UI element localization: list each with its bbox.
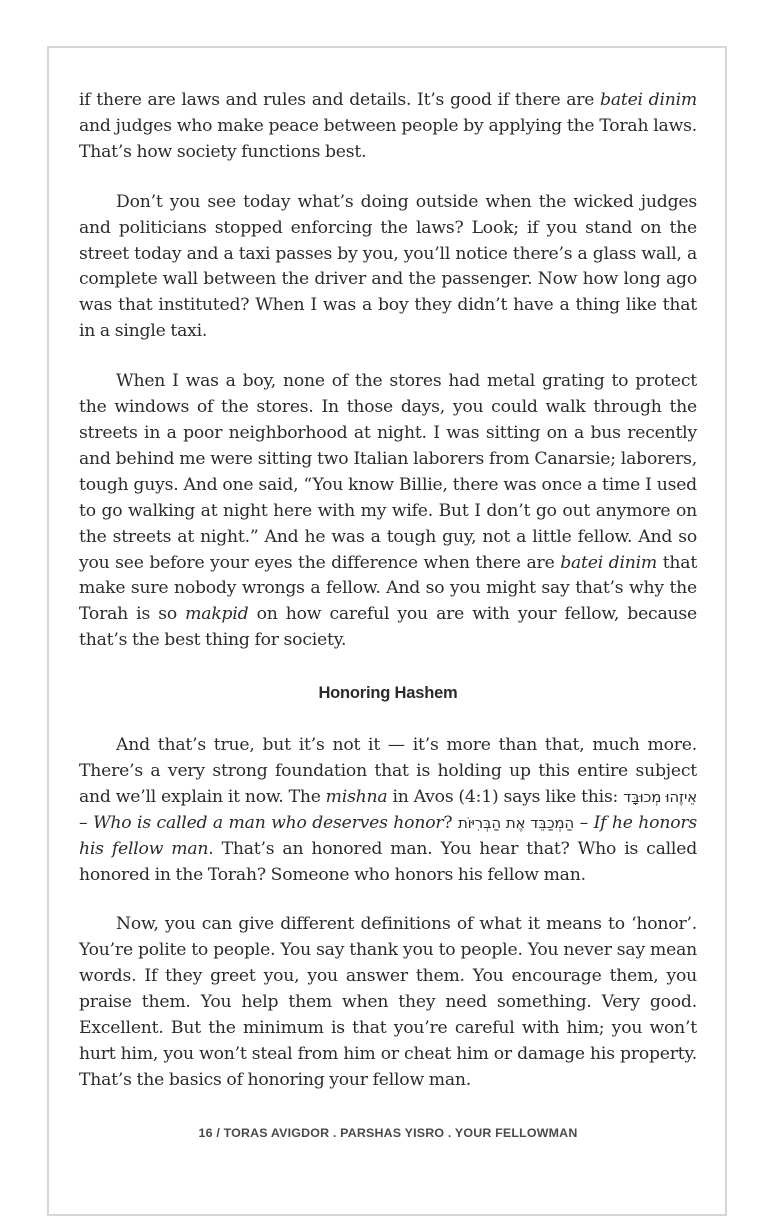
text-run: When I was a boy, none of the stores had metal grating to protect the windows of the stores. In those days, you could walk through the streets in a poor neighborhood at night. I was sitting on a bus recently and behind me were sitting two Italian laborers from Canarsie; laborers, tough guys. And one said, “You know Billie, there was once a time I used to go walking at night here with my wife. But I don’t go out anymore on the streets at night.” And he was a tough guy, not a little fellow. And so you see before your eyes the difference when there are <box>79 371 697 573</box>
body-text-lower <box>79 733 697 1094</box>
italic-text: If he honors his fellow man <box>79 812 697 859</box>
hebrew-quote: הַמְכַבֵּד אֶת הַבְּרִיּוֹת <box>457 813 575 832</box>
text-run: And that’s true, but it’s not it — it’s more than that, much more. There’s a very strong foundation that is holding up this entire subject and we’ll explain it now. The <box>79 735 697 807</box>
text-run: ? <box>443 812 458 833</box>
italic-text: batei dinim <box>600 90 698 110</box>
text-run: – <box>574 812 594 833</box>
text-run: Don’t you see today what’s doing outside when the wicked judges and politicians stopped enforcing the laws? Look; if you stand on the street today and a taxi passes by you, you’ll notice there’s a glass wall, a complete wall between the driver and the passenger. Now how long ago was that instituted? When I was a boy they didn’t have a thing like that in a single taxi. <box>79 191 697 342</box>
section-heading: Honoring Hashem <box>318 684 458 702</box>
text-run: – <box>79 812 93 833</box>
text-run: if there are laws and rules and details. It’s good if there are <box>79 90 601 110</box>
hebrew-quote: אֵיזֶהוּ מְכוּבָּד <box>623 787 697 806</box>
italic-text: Who is called a man who deserves honor <box>92 812 444 833</box>
text-run: . That’s an honored man. You hear that? Who is called honored in the Torah? Someone who honors his fellow man. <box>79 838 697 885</box>
paragraph <box>79 88 697 166</box>
text-run: Now, you can give different definitions of what it means to ‘honor’. You’re polite to people. You say thank you to people. You never say mean words. If they greet you, you answer them. You encourage them, you praise them. You help them when they need something. Very good. Excellent. But the minimum is that you’re careful with him; you won’t hurt him, you won’t steal from him or cheat him or damage his property. That’s the basics of honoring your fellow man. <box>79 914 697 1090</box>
italic-text: batei dinim <box>560 552 658 573</box>
page-footer: 16 / TORAS AVIGDOR . PARSHAS YISRO . YOUR FELLOWMAN <box>198 1126 578 1140</box>
text-run: and judges who make peace between people by applying the Torah laws. That’s how society functions best. <box>79 115 697 162</box>
text-run: in Avos (4:1) says like this: <box>387 786 624 807</box>
paragraph <box>79 912 697 1093</box>
italic-text: makpid <box>185 604 249 625</box>
italic-text: mishna <box>325 786 388 807</box>
text-run: on how careful you are with your fellow, because that’s the best thing for society. <box>79 604 697 651</box>
paragraph <box>79 733 697 888</box>
paragraph <box>79 190 697 345</box>
paragraph <box>79 369 697 654</box>
body-text-upper <box>79 88 697 654</box>
text-run: that make sure nobody wrongs a fellow. And so you might say that’s why the Torah is so <box>79 552 698 625</box>
